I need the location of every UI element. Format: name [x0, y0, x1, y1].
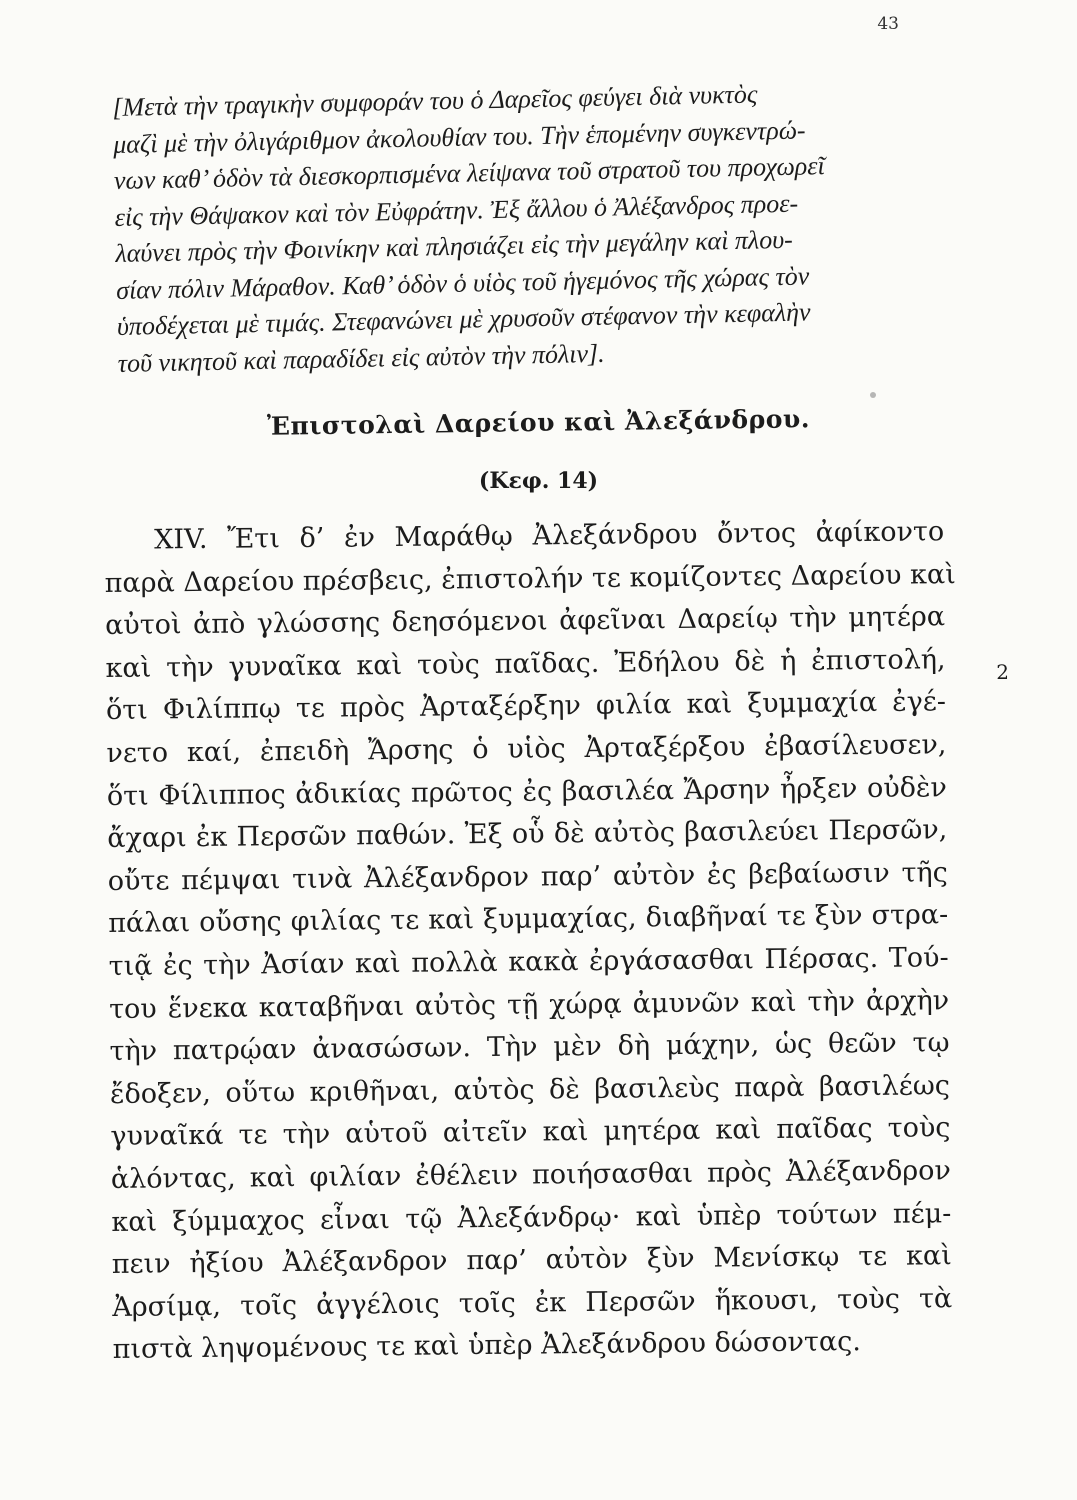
text-line: καὶ ξύμμαχος εἶναι τῷ Ἀλεξάνδρῳ· καὶ ὑπὲρ τούτων πέμ-	[111, 1197, 952, 1238]
text-line: XIV. Ἔτι δ’ ἐν Μαράθῳ Ἀλεξάνδρου ὄντος ἀφίκοντο	[154, 516, 945, 556]
margin-line-number: 2	[996, 660, 1009, 684]
text-line: πειν ἠξίου Ἀλέξανδρον παρ’ αὐτὸν ξὺν Μενίσκῳ τε καὶ	[111, 1240, 952, 1281]
text-line: πιστὰ ληψομένους τε καὶ ὑπὲρ Ἀλεξάνδρου δώσοντας.	[112, 1326, 861, 1366]
text-line: ὅτι Φίλιππος ἀδικίας πρῶτος ἐς βασιλέα Ἄρσην ἦρξεν οὐδὲν	[106, 771, 948, 812]
text-line: τὴν πατρῴαν ἀνασώσων. Τὴν μὲν δὴ μάχην, ὡς θεῶν τῳ	[109, 1027, 950, 1068]
summary-line: νων καθ’ ὁδὸν τὰ διεσκορπισμένα λείψανα τοῦ στρατοῦ του προχωρεῖ	[113, 151, 825, 195]
main-text	[104, 511, 956, 1372]
text-line: τιᾷ ἐς τὴν Ἀσίαν καὶ πολλὰ κακὰ ἐργάσασθαι Πέρσας. Τού-	[108, 942, 949, 982]
page-number: 43	[877, 14, 899, 34]
summary-line: ὑποδέχεται μὲ τιμάς. Στεφανώνει μὲ χρυσοῦν στέφανον τὴν κεφαλὴν	[116, 297, 811, 341]
section-heading: Ἐπιστολαὶ Δαρείου καὶ Ἀλεξάνδρου.	[266, 404, 811, 441]
text-line: ἔδοξεν, οὕτω κριθῆναι, αὐτὸς δὲ βασιλεὺς παρὰ βασιλέως	[109, 1069, 951, 1110]
summary-line: σίαν πόλιν Μάραθον. Καθ’ ὁδὸν ὁ υἱὸς τοῦ ἡγεμόνος τῆς χώρας τὸν	[115, 260, 810, 305]
text-line: ἄχαρι ἐκ Περσῶν παθών. Ἐξ οὗ δὲ αὐτὸς βασιλεύει Περσῶν,	[107, 814, 948, 855]
text-line: ὅτι Φιλίππῳ τε πρὸς Ἀρταξέρξην φιλία καὶ ξυμμαχία ἐγέ-	[105, 686, 947, 727]
text-line: αὐτοὶ ἀπὸ γλώσσης δεησόμενοι ἀφεῖναι Δαρείῳ τὴν μητέρα	[104, 601, 946, 642]
text-line: γυναῖκά τε τὴν αὑτοῦ αἰτεῖν καὶ μητέρα καὶ παῖδας τοὺς	[110, 1112, 951, 1153]
ink-speck	[870, 392, 876, 398]
text-line: οὔτε πέμψαι τινὰ Ἀλέξανδρον παρ’ αὐτὸν ἐς βεβαίωσιν τῆς	[107, 856, 948, 897]
text-line: Ἀρσίμᾳ, τοῖς ἀγγέλοις τοῖς ἐκ Περσῶν ἥκουσι, τοὺς τὰ	[112, 1282, 953, 1323]
text-line: ἁλόντας, καὶ φιλίαν ἐθέλειν ποιήσασθαι πρὸς Ἀλέξανδρον	[110, 1155, 952, 1195]
text-line: παρὰ Δαρείου πρέσβεις, ἐπιστολήν τε κομίζοντες Δαρείου καὶ	[104, 558, 956, 599]
chapter-summary	[112, 73, 938, 382]
summary-line: τοῦ νικητοῦ καὶ παραδίδει εἰς αὐτὸν τὴν πόλιν].	[117, 338, 605, 378]
summary-line: εἰς τὴν Θάψακον καὶ τὸν Εὐφράτην. Ἐξ ἄλλου ὁ Ἀλέξανδρος προε-	[114, 188, 799, 232]
text-line: νετο καί, ἐπειδὴ Ἄρσης ὁ υἱὸς Ἀρταξέρξου ἐβασίλευσεν,	[106, 729, 947, 769]
summary-line: λαύνει πρὸς τὴν Φοινίκην καὶ πλησιάζει εἰς τὴν μεγάλην καὶ πλου-	[115, 224, 794, 268]
chapter-reference: (Κεφ. 14)	[478, 468, 599, 494]
text-line: του ἕνεκα καταβῆναι αὐτὸς τῇ χώρᾳ ἀμυνῶν καὶ τὴν ἀρχὴν	[108, 984, 950, 1025]
summary-line: μαζὶ μὲ τὴν ὀλιγάριθμον ἀκολουθίαν του. Τὴν ἑπομένην συγκεντρώ-	[112, 114, 806, 159]
text-line: καὶ τὴν γυναῖκα καὶ τοὺς παῖδας. Ἐδήλου δὲ ἡ ἐπιστολή,	[105, 643, 946, 684]
summary-line: [Μετὰ τὴν τραγικὴν συμφοράν του ὁ Δαρεῖος φεύγει διὰ νυκτὸς	[112, 79, 758, 122]
text-line: πάλαι οὔσης φιλίας τε καὶ ξυμμαχίας, διαβῆναί τε ξὺν στρα-	[108, 899, 949, 940]
